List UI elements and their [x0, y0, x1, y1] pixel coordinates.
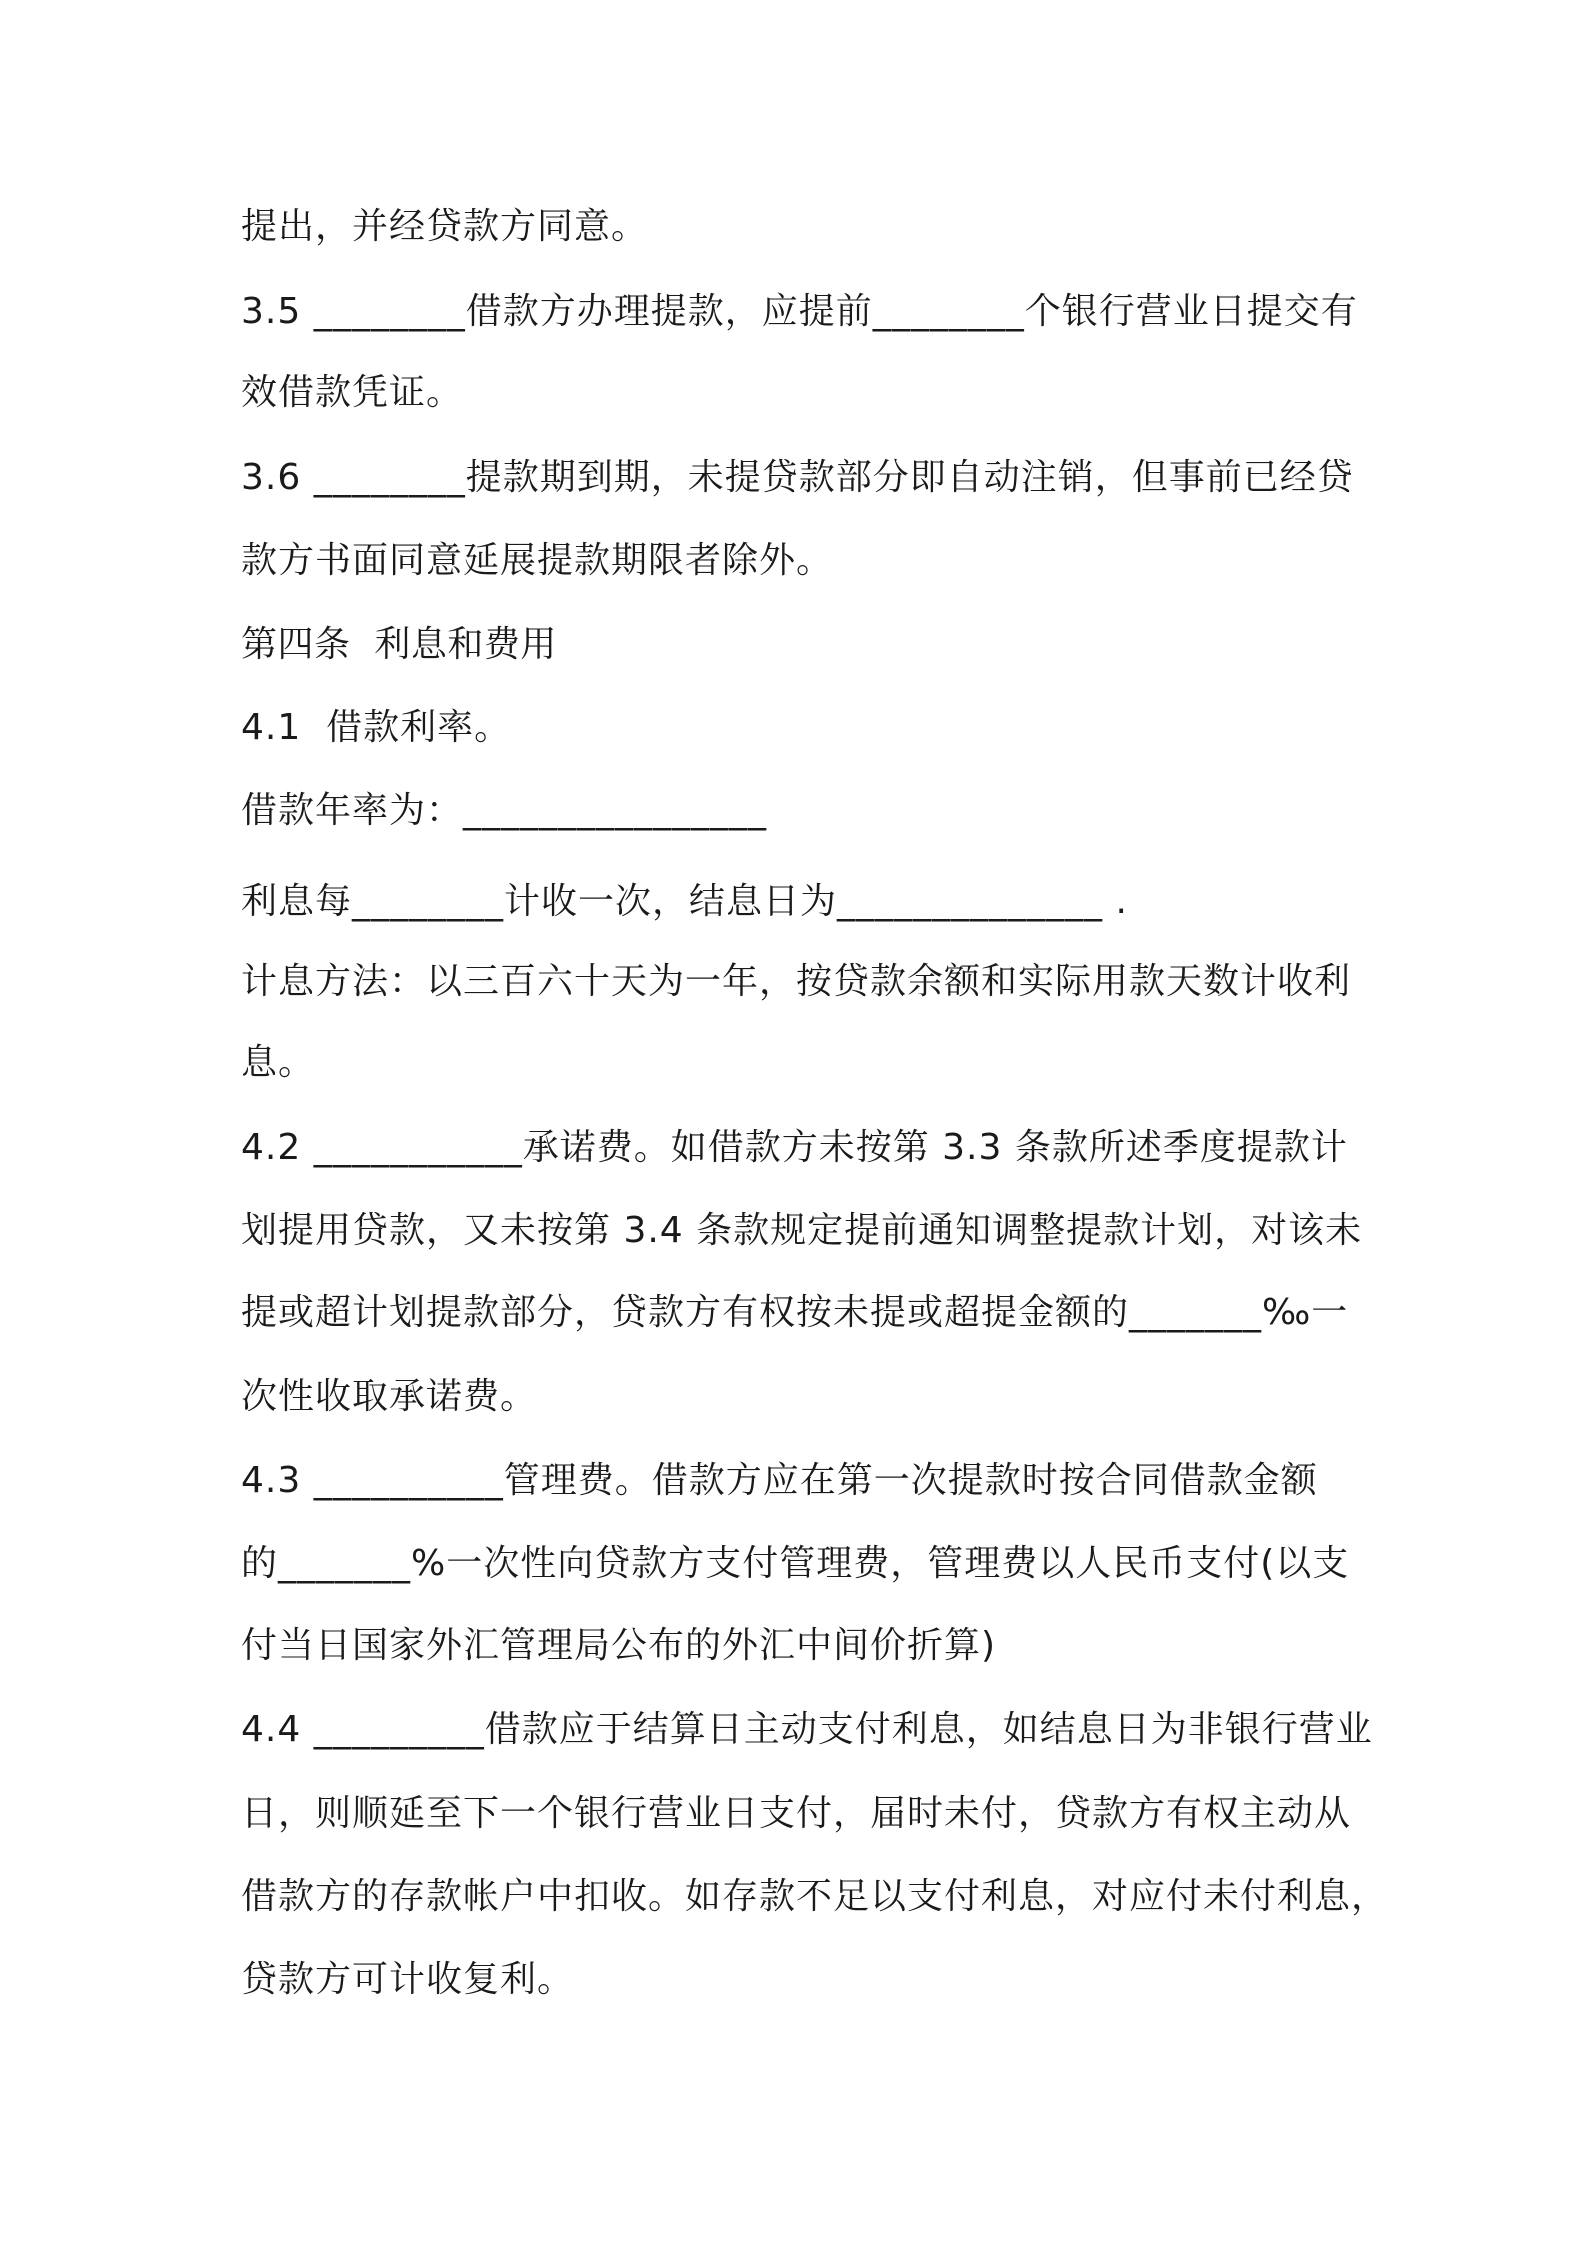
text-line: 利息每________计收一次，结息日为______________ .	[241, 881, 1128, 922]
text-line: 4.3 __________管理费。借款方应在第一次提款时按合同借款金额	[241, 1460, 1318, 1501]
text-line: 划提用贷款，又未按第 3.4 条款规定提前通知调整提款计划，对该未	[241, 1210, 1363, 1251]
text-line: 借款方的存款帐户中扣收。如存款不足以支付利息，对应付未付利息，	[241, 1876, 1389, 1917]
text-line: 付当日国家外汇管理局公布的外汇中间价折算)	[241, 1625, 997, 1666]
text-line: 4.2 ___________承诺费。如借款方未按第 3.3 条款所述季度提款计	[241, 1127, 1348, 1168]
text-line: 次性收取承诺费。	[241, 1376, 538, 1417]
text-line: 提出，并经贷款方同意。	[241, 206, 649, 247]
text-line: 借款年率为：________________	[241, 790, 768, 831]
text-line: 款方书面同意延展提款期限者除外。	[241, 540, 834, 581]
text-line: 3.6 ________提款期到期，未提贷款部分即自动注销，但事前已经贷	[241, 457, 1354, 498]
text-line: 日，则顺延至下一个银行营业日支付，届时未付，贷款方有权主动从	[241, 1793, 1352, 1834]
text-line: 的_______%一次性向贷款方支付管理费，管理费以人民币支付(以支	[241, 1543, 1350, 1584]
text-line: 息。	[241, 1042, 316, 1083]
text-line: 贷款方可计收复利。	[241, 1959, 575, 2000]
text-line: 3.5 ________借款方办理提款，应提前________个银行营业日提交有	[241, 291, 1358, 332]
text-line: 计息方法：以三百六十天为一年，按贷款余额和实际用款天数计收利	[241, 961, 1352, 1002]
section-heading: 第四条 利息和费用	[241, 624, 557, 665]
text-line: 4.1 借款利率。	[241, 707, 512, 748]
text-line: 4.4 _________借款应于结算日主动支付利息，如结息日为非银行营业	[241, 1709, 1373, 1750]
text-line: 效借款凭证。	[241, 372, 464, 413]
text-line: 提或超计划提款部分，贷款方有权按未提或超提金额的_______‰一	[241, 1292, 1349, 1333]
